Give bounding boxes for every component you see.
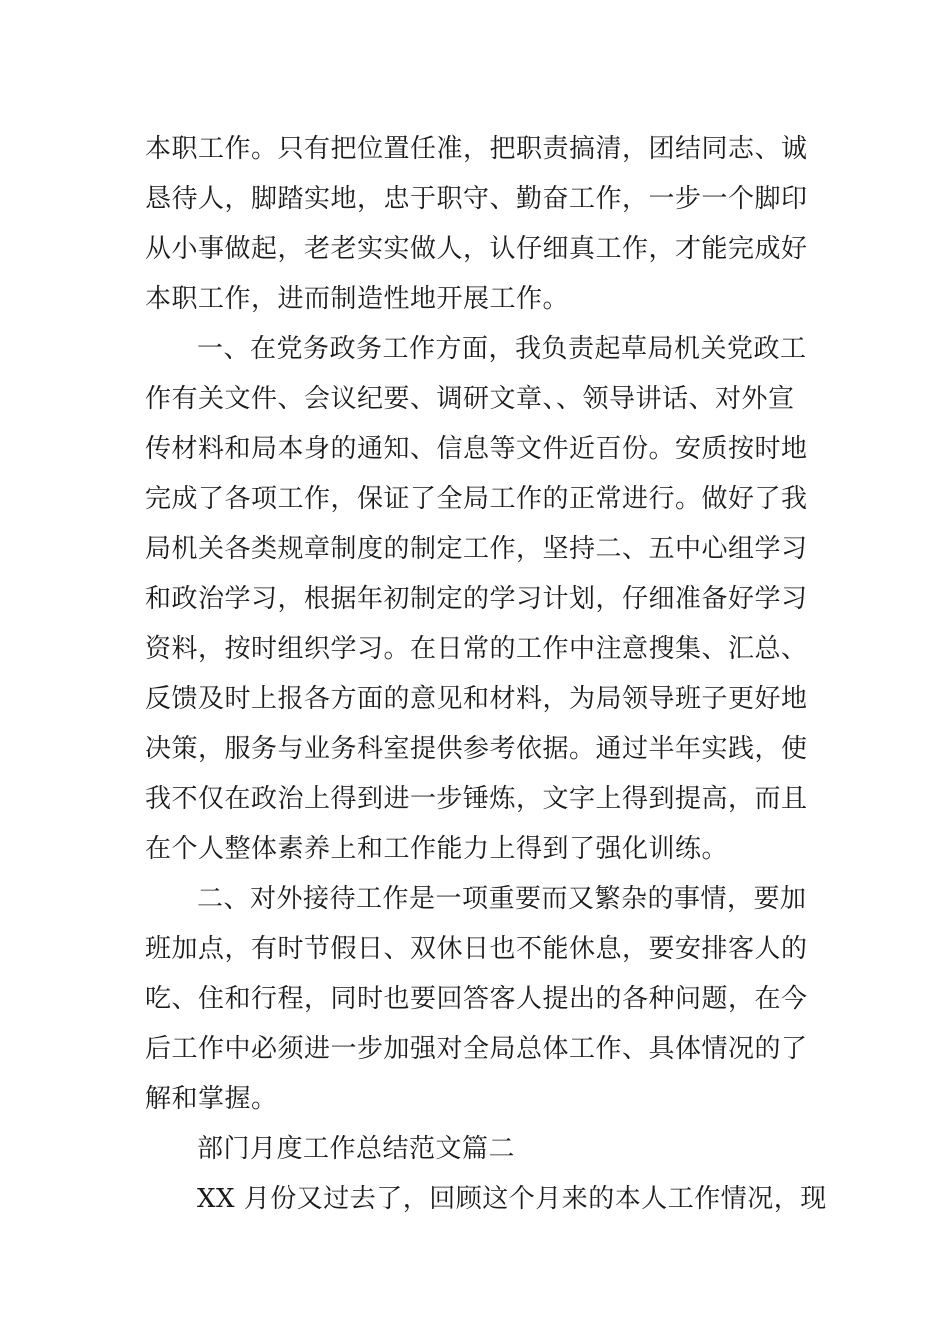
text-line: 本职工作，进而制造性地开展工作。 — [145, 284, 570, 314]
text-line: 吃、住和行程，同时也要回答客人提出的各种问题，在今 — [145, 984, 808, 1014]
paragraph-start-line: 二、对外接待工作是一项重要而又繁杂的事情，要加 — [197, 884, 807, 914]
paragraph-start-line: 一、在党务政务工作方面，我负责起草局机关党政工 — [197, 334, 807, 364]
text-line: 反馈及时上报各方面的意见和材料，为局领导班子更好地 — [145, 684, 808, 714]
text-line: 后工作中必须进一步加强对全局总体工作、具体情况的了 — [145, 1034, 808, 1064]
text-line: 资料，按时组织学习。在日常的工作中注意搜集、汇总、 — [145, 634, 808, 664]
text-line: 我不仅在政治上得到进一步锤炼，文字上得到提高，而且 — [145, 784, 808, 814]
paragraph-start-line: XX 月份又过去了，回顾这个月来的本人工作情况，现 — [197, 1184, 827, 1214]
text-line: 传材料和局本身的通知、信息等文件近百份。安质按时地 — [145, 434, 808, 464]
text-line: 作有关文件、会议纪要、调研文章、、领导讲话、对外宣 — [145, 384, 795, 414]
section-heading: 部门月度工作总结范文篇二 — [197, 1134, 516, 1164]
text-line: 恳待人，脚踏实地，忠于职守、勤奋工作，一步一个脚印 — [145, 184, 808, 214]
text-line: 和政治学习，根据年初制定的学习计划，仔细准备好学习 — [145, 584, 808, 614]
text-line: 本职工作。只有把位置任准，把职责搞清，团结同志、诚 — [145, 134, 808, 164]
text-line: 班加点，有时节假日、双休日也不能休息，要安排客人的 — [145, 934, 808, 964]
text-line: 从小事做起，老老实实做人，认仔细真工作，才能完成好 — [145, 234, 808, 264]
text-line: 完成了各项工作，保证了全局工作的正常进行。做好了我 — [145, 484, 808, 514]
text-line: 局机关各类规章制度的制定工作，坚持二、五中心组学习 — [145, 534, 808, 564]
text-line: 在个人整体素养上和工作能力上得到了强化训练。 — [145, 834, 729, 864]
text-line: 决策，服务与业务科室提供参考依据。通过半年实践，使 — [145, 734, 808, 764]
text-line: 解和掌握。 — [145, 1084, 278, 1114]
